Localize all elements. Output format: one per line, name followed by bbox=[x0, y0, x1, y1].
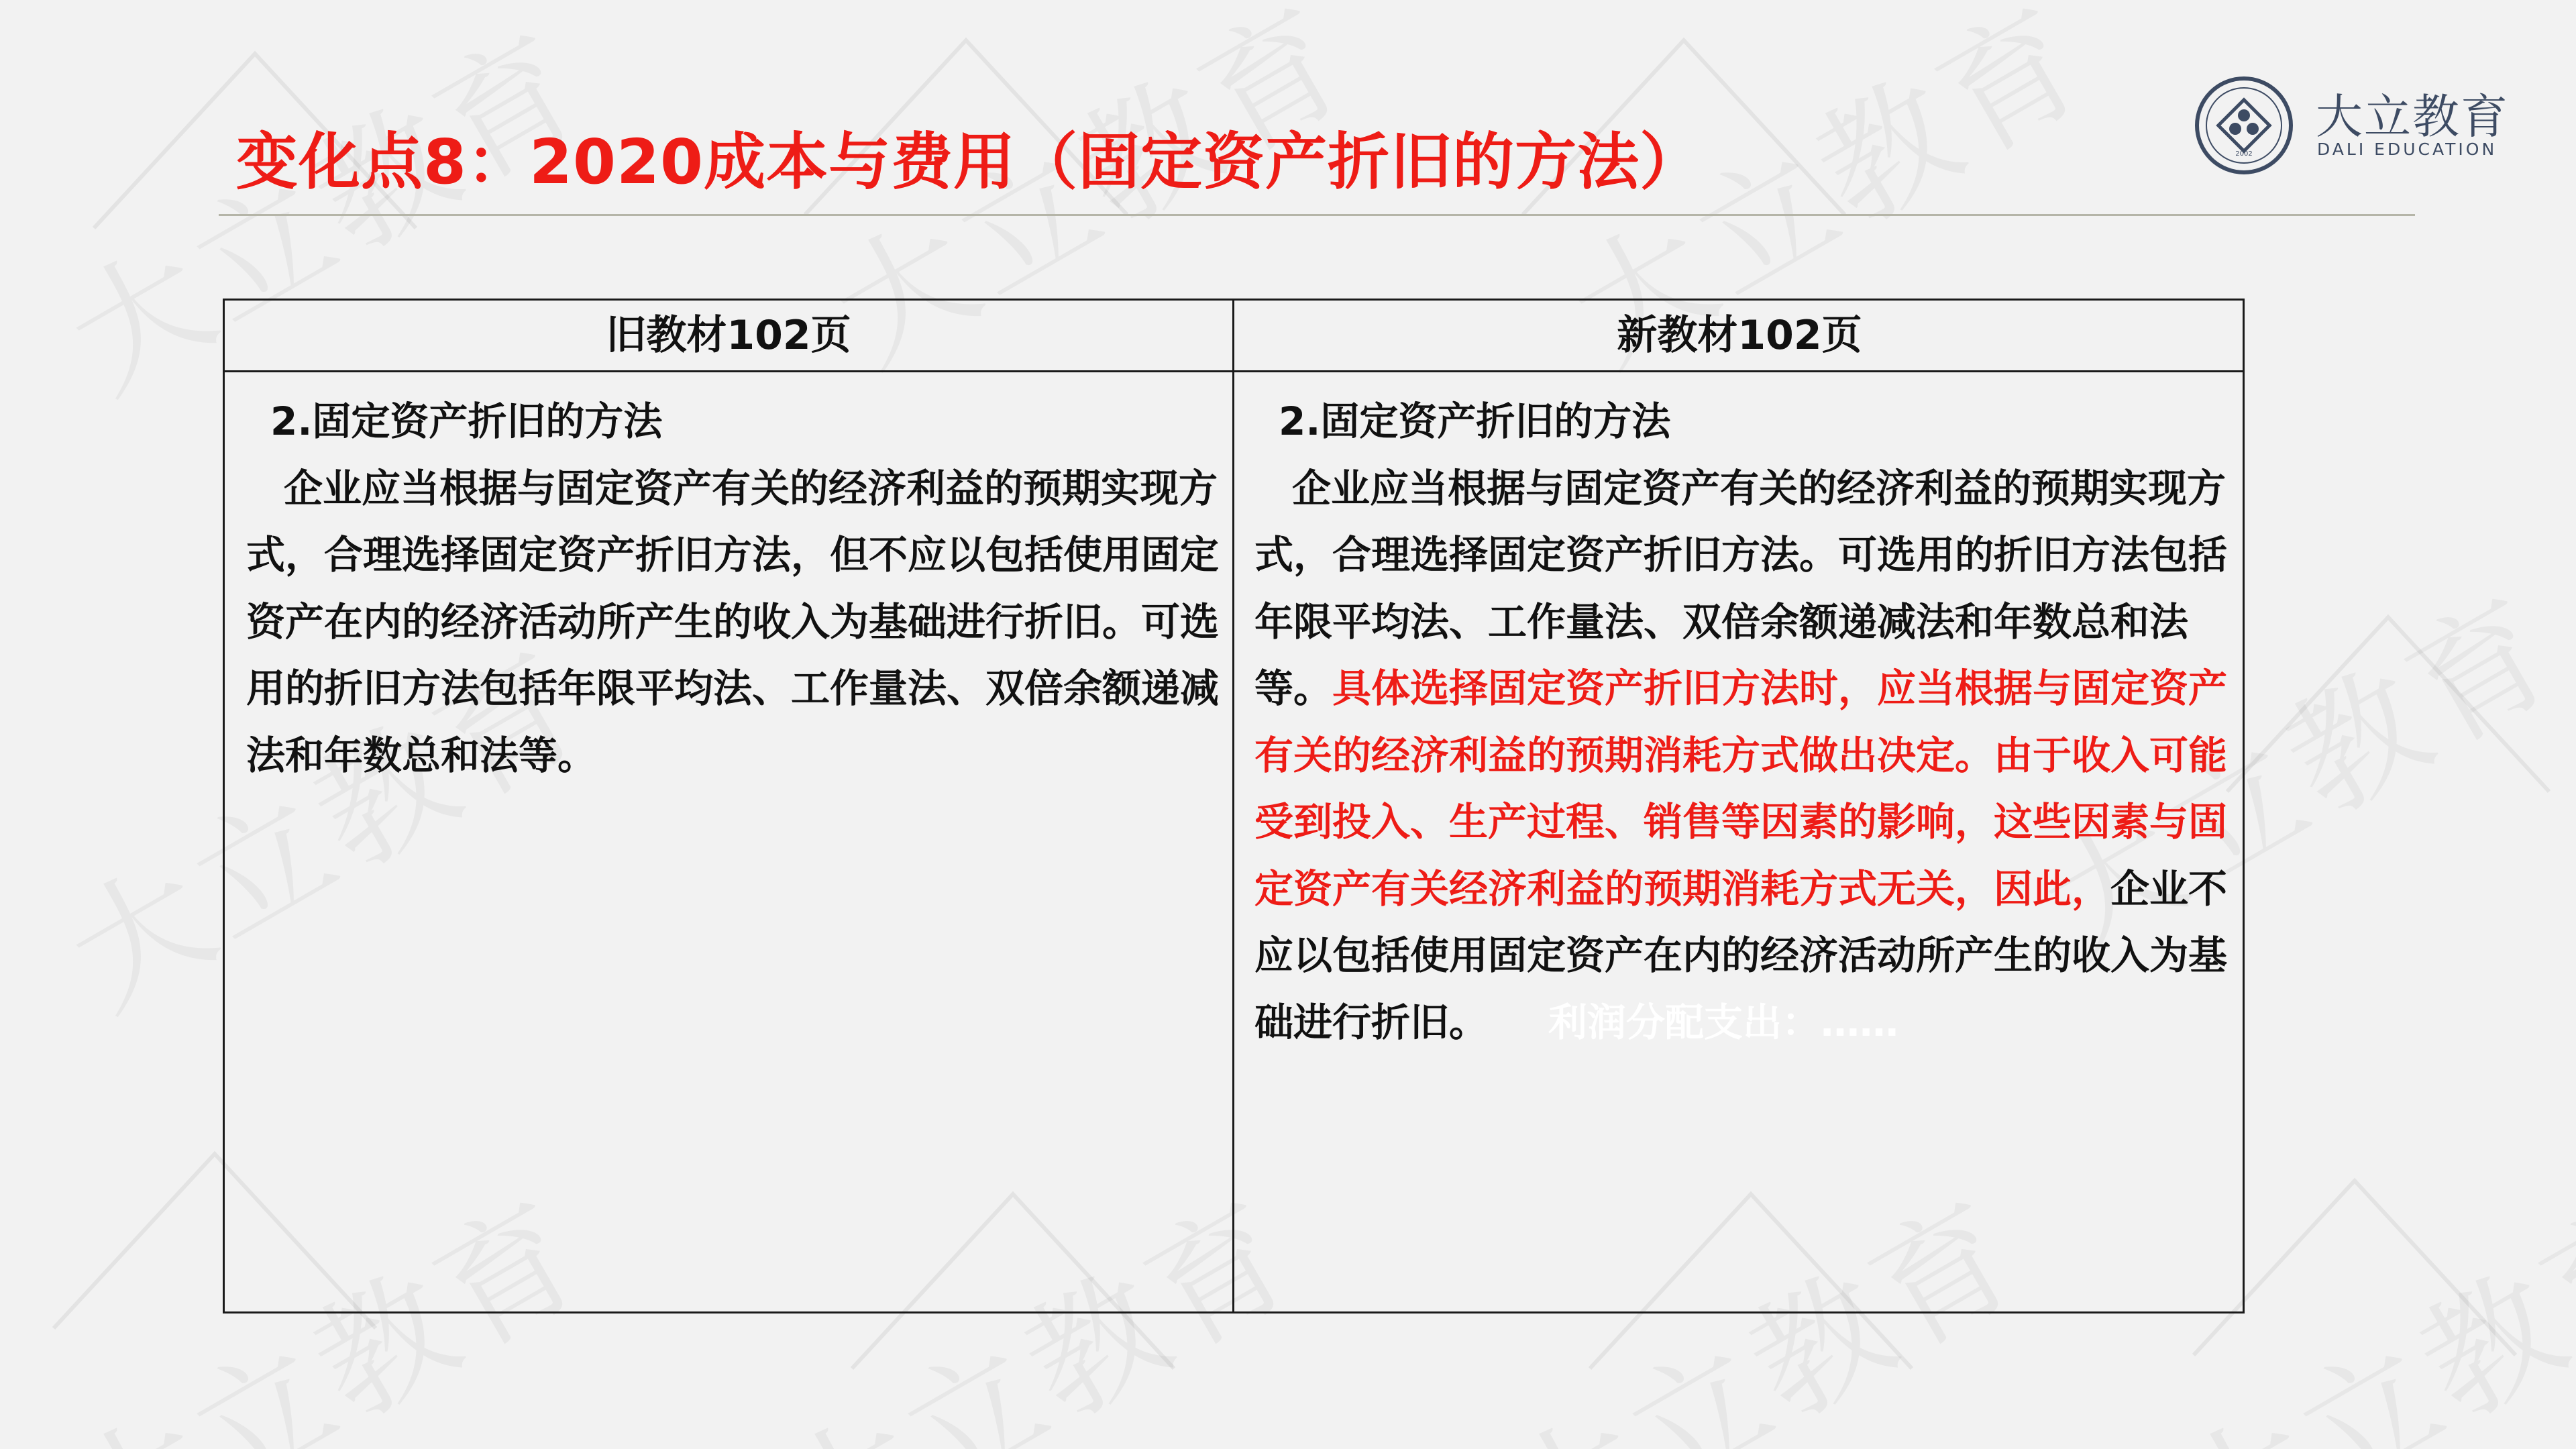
company-logo bbox=[2194, 75, 2516, 176]
new-textbook-header: 新教材102页 bbox=[1617, 312, 1862, 359]
old-paragraph: 企业应当根据与固定资产有关的经济利益的预期实现方式，合理选择固定资产折旧方法，但不应以包括使用固定资产在内的经济活动所产生的收入为基础进行折旧。可选用的折旧方法包括年限平均法、工作量法、双倍余额递减法和年数总和法等。 bbox=[246, 465, 1220, 778]
logo-name-cn: 大立教育 bbox=[2316, 89, 2509, 144]
dali-emblem-icon bbox=[2194, 75, 2294, 176]
old-section-heading: 2.固定资产折旧的方法 bbox=[270, 398, 663, 444]
emblem-year: 2002 bbox=[2235, 150, 2253, 158]
faded-overlay-text: 利润分配支出：…… bbox=[1548, 999, 1899, 1045]
new-paragraph bbox=[1254, 455, 2231, 1057]
old-textbook-content bbox=[225, 372, 1232, 789]
new-paragraph-intro: 企业应当根据与固定资产有关的经济利益的预期实现方式，合理选择固定资产折旧方法。可选用的折旧方法包括年限平均法、工作量法、双倍余额递减法和年数总和法等。 bbox=[1254, 465, 2228, 711]
new-section-heading: 2.固定资产折旧的方法 bbox=[1279, 398, 1671, 444]
watermark-chevron-icon bbox=[2214, 604, 2563, 805]
title-divider bbox=[219, 214, 2415, 216]
new-paragraph-highlight: 具体选择固定资产折旧方法时，应当根据与固定资产有关的经济利益的预期消耗方式做出决定。由于收入可能受到投入、生产过程、销售等因素的影响，这些因素与固定资产有关经济利益的预期消耗方式无关，因此， bbox=[1254, 665, 2228, 912]
new-textbook-content bbox=[1234, 372, 2245, 1056]
old-textbook-header: 旧教材102页 bbox=[606, 312, 851, 359]
logo-name-en: DALI EDUCATION bbox=[2317, 140, 2498, 159]
new-paragraph-tail: 企业不应以包括使用固定资产在内的经济活动所产生的收入为基础进行折旧。 bbox=[1254, 865, 2228, 1045]
slide-title: 变化点8：2020成本与费用（固定资产折旧的方法） bbox=[236, 126, 1703, 198]
comparison-table bbox=[223, 299, 2245, 1313]
